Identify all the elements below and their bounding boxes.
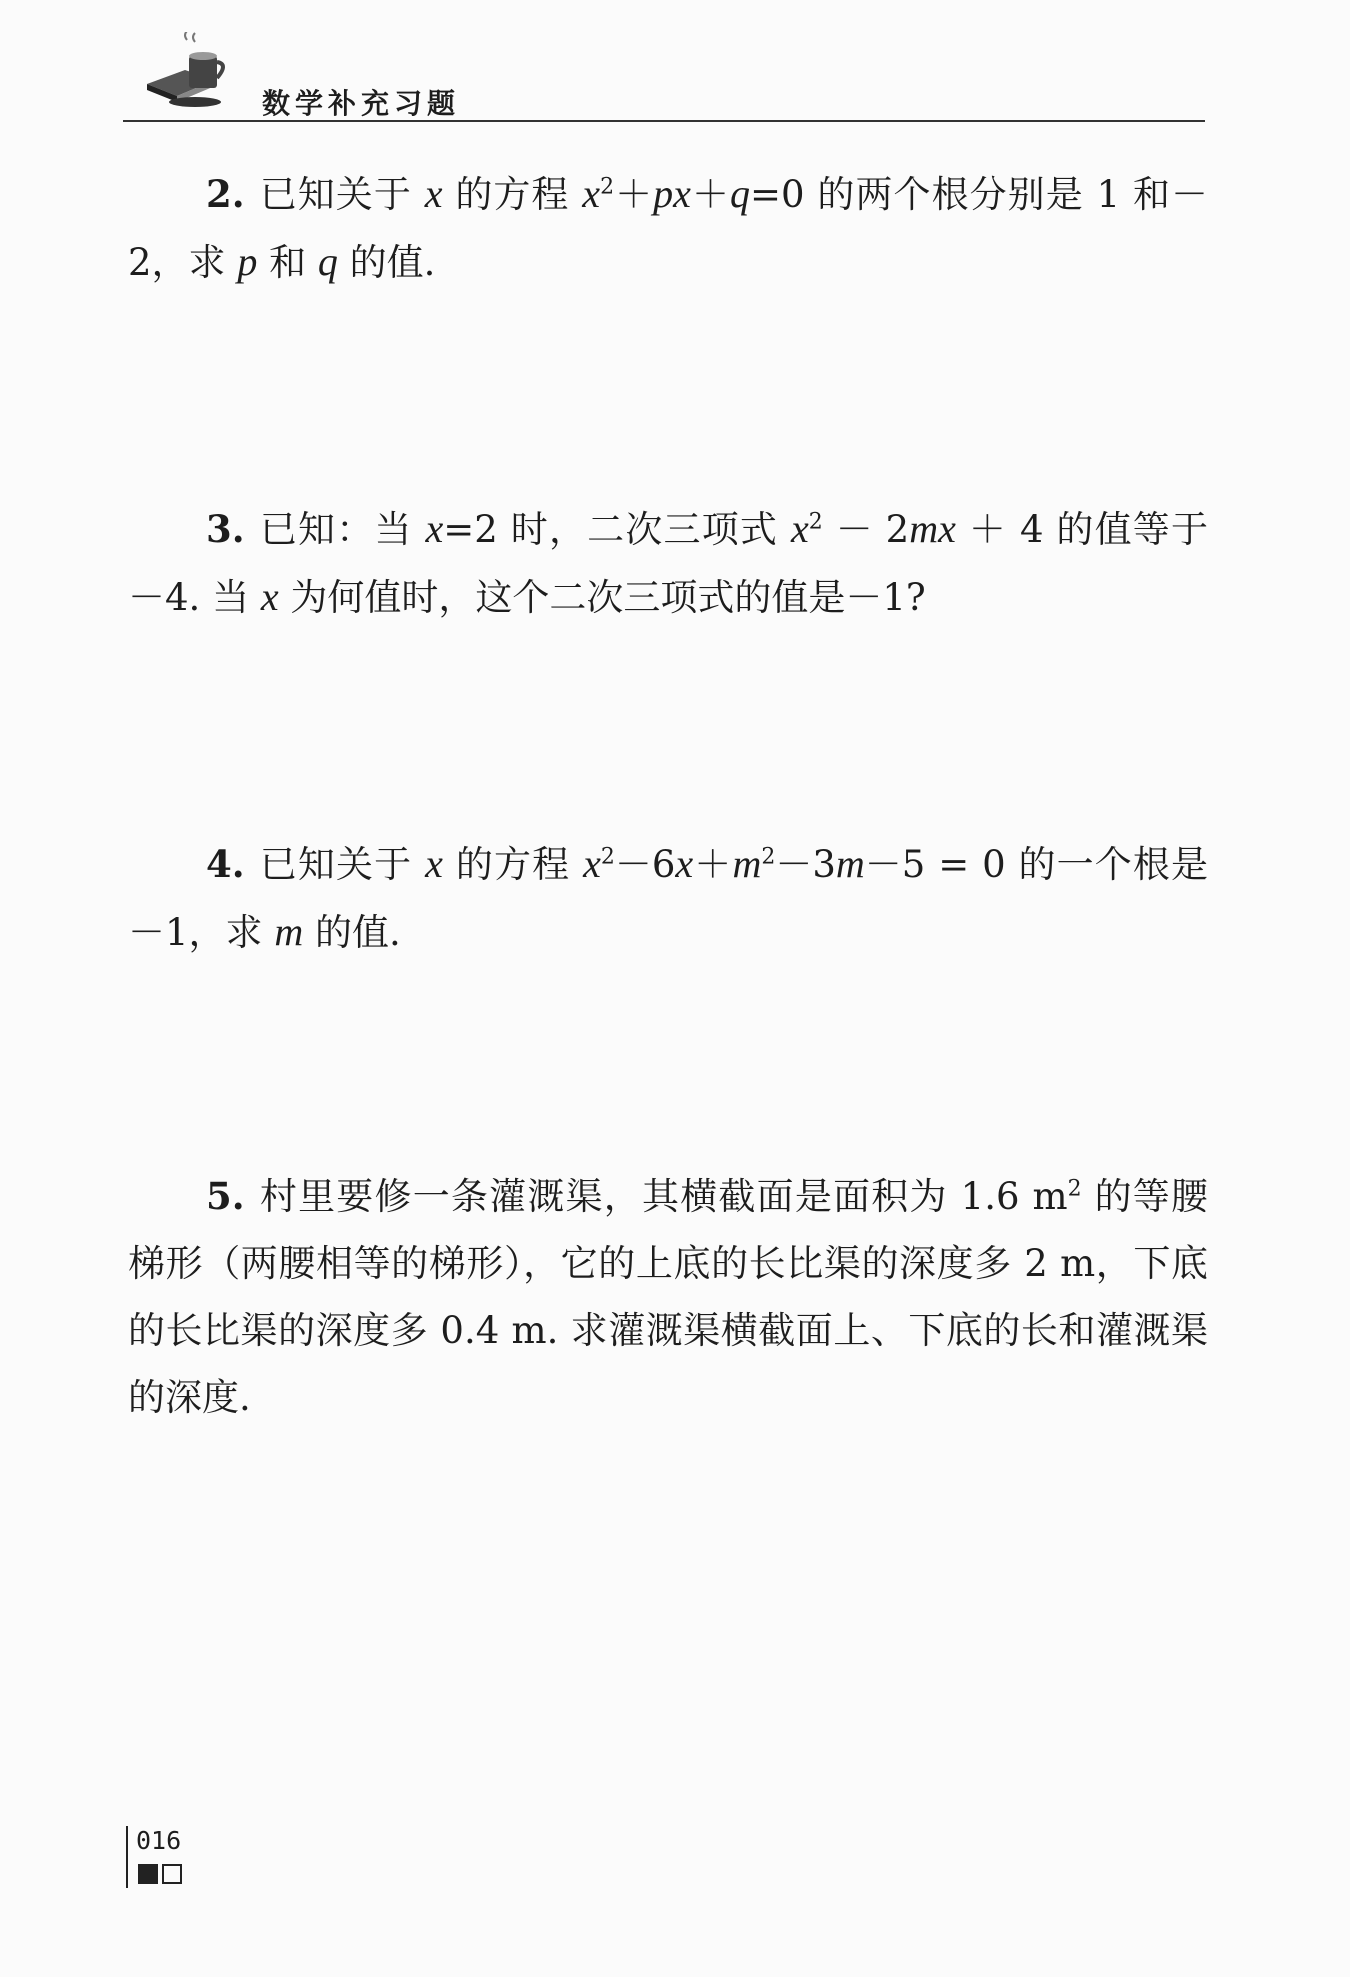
problem-4 — [128, 830, 1208, 966]
math-exponent: 2 — [600, 844, 615, 870]
math-var: x — [425, 841, 443, 886]
problem-text: 的值. — [303, 911, 401, 954]
math-var: x — [675, 841, 694, 886]
math-var: m — [274, 909, 304, 954]
problem-number: 5. — [206, 1174, 245, 1218]
problem-text: ＋ — [693, 843, 733, 886]
footer-divider — [126, 1826, 128, 1888]
math-var: q — [317, 239, 338, 284]
problem-number: 2. — [206, 172, 245, 216]
math-var: x — [938, 506, 956, 551]
problem-number: 4. — [206, 842, 245, 886]
problem-text: 已知关于 — [258, 843, 426, 886]
book-and-cup-icon — [145, 32, 235, 116]
math-exponent: 2 — [600, 174, 615, 200]
page-number: 016 — [136, 1826, 182, 1855]
header-title: 数学补充习题 — [262, 87, 461, 120]
problem-text: 的等腰梯形（两腰相等的梯形），它的上底的长比渠的深度多 2 m，下底的长比渠的深度多 0.4 m. 求灌溉渠横截面上、下底的长和灌溉渠的深度. — [128, 1175, 1208, 1419]
problem-text: 村里要修一条灌溉渠，其横截面是面积为 1.6 m — [258, 1175, 1068, 1218]
math-var: x — [260, 574, 279, 619]
header-divider — [123, 120, 1205, 122]
math-var: p — [237, 239, 258, 284]
math-var: x — [425, 506, 444, 551]
math-exponent: 2 — [808, 509, 823, 535]
problem-text: 和 — [257, 241, 318, 284]
problem-text: －3 — [775, 843, 836, 886]
math-var: m — [909, 506, 939, 551]
math-var: x — [583, 841, 601, 886]
math-var: p — [653, 171, 674, 216]
problem-text: －6 — [614, 843, 676, 886]
problem-text: =0 的两个根分别是 1 和－2，求 — [128, 173, 1209, 284]
problem-text: 的值. — [337, 241, 436, 284]
filled-square-icon — [138, 1864, 158, 1884]
problem-text: 的方程 — [442, 843, 584, 886]
problem-text: －5 = 0 的一个根是－1，求 — [128, 843, 1209, 954]
math-var: x — [582, 171, 601, 216]
math-var: x — [791, 506, 809, 551]
problem-text: 已知：当 — [258, 508, 426, 551]
math-var: q — [730, 171, 751, 216]
problem-text: 的方程 — [442, 173, 583, 216]
math-var: m — [732, 841, 762, 886]
problem-text: =2 时，二次三项式 — [443, 508, 792, 551]
empty-square-icon — [162, 1864, 182, 1884]
math-var: m — [835, 841, 865, 886]
math-var: x — [673, 171, 691, 216]
problem-2 — [128, 160, 1208, 296]
problem-text: ＋ 4 的值等于－4. 当 — [128, 508, 1208, 619]
math-exponent: 2 — [1067, 1176, 1082, 1202]
problem-text: ＋ — [614, 173, 654, 216]
problem-text: 已知关于 — [258, 173, 425, 216]
math-exponent: 2 — [761, 844, 776, 870]
problem-3 — [128, 495, 1208, 631]
problem-5 — [128, 1163, 1208, 1431]
problem-number: 3. — [206, 507, 245, 551]
problem-text: － 2 — [822, 508, 910, 551]
problem-text: ＋ — [690, 173, 731, 216]
math-var: x — [424, 171, 443, 216]
problem-text: 为何值时，这个二次三项式的值是－1? — [278, 576, 926, 619]
